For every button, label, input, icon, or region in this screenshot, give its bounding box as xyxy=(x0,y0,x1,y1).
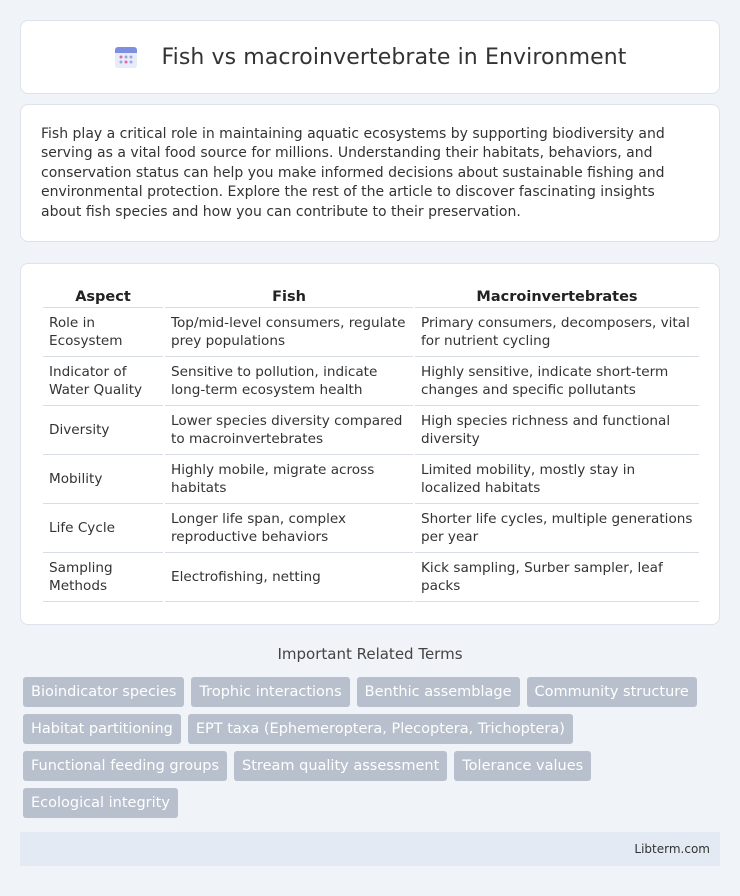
table-cell: Indicator of Water Quality xyxy=(43,357,163,406)
table-row xyxy=(43,455,699,504)
footer-site-link[interactable]: Libterm.com xyxy=(634,842,710,856)
table-cell: Sampling Methods xyxy=(43,553,163,602)
table-cell: Highly mobile, migrate across habitats xyxy=(165,455,413,504)
intro-card xyxy=(20,104,720,242)
table-cell: Longer life span, complex reproductive behaviors xyxy=(165,504,413,553)
table-cell: High species richness and functional diversity xyxy=(415,406,699,455)
table-cell: Shorter life cycles, multiple generations per year xyxy=(415,504,699,553)
table-cell: Top/mid-level consumers, regulate prey populations xyxy=(165,308,413,357)
table-cell: Limited mobility, mostly stay in localized habitats xyxy=(415,455,699,504)
related-term-tag[interactable]: Ecological integrity xyxy=(23,788,178,818)
table-row xyxy=(43,357,699,406)
column-header: Fish xyxy=(165,282,413,308)
table-cell: Sensitive to pollution, indicate long-term ecosystem health xyxy=(165,357,413,406)
related-term-tag[interactable]: Trophic interactions xyxy=(191,677,349,707)
table-cell: Highly sensitive, indicate short-term changes and specific pollutants xyxy=(415,357,699,406)
footer xyxy=(20,832,720,866)
related-term-tag[interactable]: Benthic assemblage xyxy=(357,677,520,707)
table-cell: Life Cycle xyxy=(43,504,163,553)
table-cell: Electrofishing, netting xyxy=(165,553,413,602)
table-cell: Mobility xyxy=(43,455,163,504)
related-terms-list xyxy=(23,677,723,818)
column-header: Aspect xyxy=(43,282,163,308)
table-cell: Kick sampling, Surber sampler, leaf packs xyxy=(415,553,699,602)
table-row xyxy=(43,406,699,455)
table-row xyxy=(43,504,699,553)
column-header: Macroinvertebrates xyxy=(415,282,699,308)
table-cell: Role in Ecosystem xyxy=(43,308,163,357)
intro-text: Fish play a critical role in maintaining aquatic ecosystems by supporting biodiversity and serving as a vital food source for millions. Understanding their habitats, behaviors, and conservation status can help you make informed decisions about sustainable fishing and environmental protection. Explore the rest of the article to discover fascinating insights about fish species and how you can contribute to their preservation. xyxy=(41,126,665,220)
comparison-table xyxy=(41,282,701,602)
table-row xyxy=(43,308,699,357)
comparison-card xyxy=(20,263,720,625)
page-header xyxy=(20,20,720,94)
related-terms-title: Important Related Terms xyxy=(277,645,463,663)
related-term-tag[interactable]: Community structure xyxy=(527,677,697,707)
related-term-tag[interactable]: Stream quality assessment xyxy=(234,751,447,781)
table-header-row xyxy=(43,282,699,308)
table-cell: Diversity xyxy=(43,406,163,455)
calendar-icon xyxy=(113,44,139,70)
related-term-tag[interactable]: EPT taxa (Ephemeroptera, Plecoptera, Trichoptera) xyxy=(188,714,573,744)
related-term-tag[interactable]: Bioindicator species xyxy=(23,677,184,707)
related-term-tag[interactable]: Habitat partitioning xyxy=(23,714,181,744)
table-row xyxy=(43,553,699,602)
table-cell: Primary consumers, decomposers, vital for nutrient cycling xyxy=(415,308,699,357)
related-term-tag[interactable]: Tolerance values xyxy=(454,751,591,781)
related-term-tag[interactable]: Functional feeding groups xyxy=(23,751,227,781)
table-cell: Lower species diversity compared to macroinvertebrates xyxy=(165,406,413,455)
page-title: Fish vs macroinvertebrate in Environment xyxy=(161,44,627,70)
